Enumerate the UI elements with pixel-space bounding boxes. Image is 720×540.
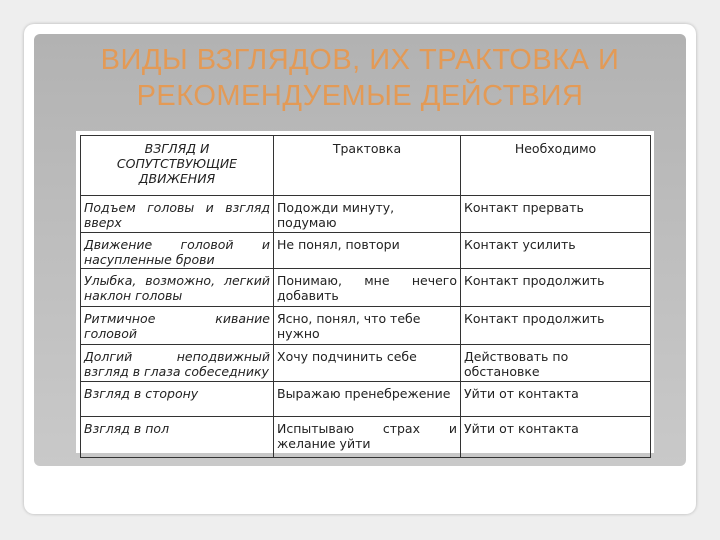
gaze-cell: Взгляд в пол [81,417,274,458]
table-frame [76,131,654,453]
meaning-cell: Выражаю пренебрежение [274,382,461,417]
action-cell: Уйти от контакта [461,417,651,458]
action-cell: Действовать по обстановке [461,345,651,382]
gaze-cell: Подъем головы и взгляд вверх [81,196,274,233]
table-row [81,382,651,417]
action-cell: Контакт продолжить [461,307,651,345]
gaze-table [80,135,651,458]
table-row [81,233,651,269]
gaze-cell: Движение головой и насупленные брови [81,233,274,269]
action-cell: Уйти от контакта [461,382,651,417]
action-cell: Контакт прервать [461,196,651,233]
gaze-cell: Улыбка, возможно, легкий наклон головы [81,269,274,307]
action-cell: Контакт продолжить [461,269,651,307]
meaning-cell: Испытываю страх и желание уйти [274,417,461,458]
header-action: Необходимо [461,136,651,196]
table-row [81,345,651,382]
meaning-cell: Понимаю, мне нечего добавить [274,269,461,307]
table-row [81,417,651,458]
table-row [81,196,651,233]
meaning-cell: Подожди минуту, подумаю [274,196,461,233]
header-meaning: Трактовка [274,136,461,196]
table-row [81,269,651,307]
header-gaze: ВЗГЛЯД И СОПУТСТВУЮЩИЕ ДВИЖЕНИЯ [81,136,274,196]
meaning-cell: Ясно, понял, что тебе нужно [274,307,461,345]
meaning-cell: Хочу подчинить себе [274,345,461,382]
gaze-cell: Взгляд в сторону [81,382,274,417]
gaze-cell: Долгий неподвижный взгляд в глаза собеседнику [81,345,274,382]
slide-title: ВИДЫ ВЗГЛЯДОВ, ИХ ТРАКТОВКА И РЕКОМЕНДУЕМЫЕ ДЕЙСТВИЯ [100,44,620,112]
action-cell: Контакт усилить [461,233,651,269]
table-row [81,307,651,345]
meaning-cell: Не понял, повтори [274,233,461,269]
table-header-row [81,136,651,196]
gaze-cell: Ритмичное кивание головой [81,307,274,345]
